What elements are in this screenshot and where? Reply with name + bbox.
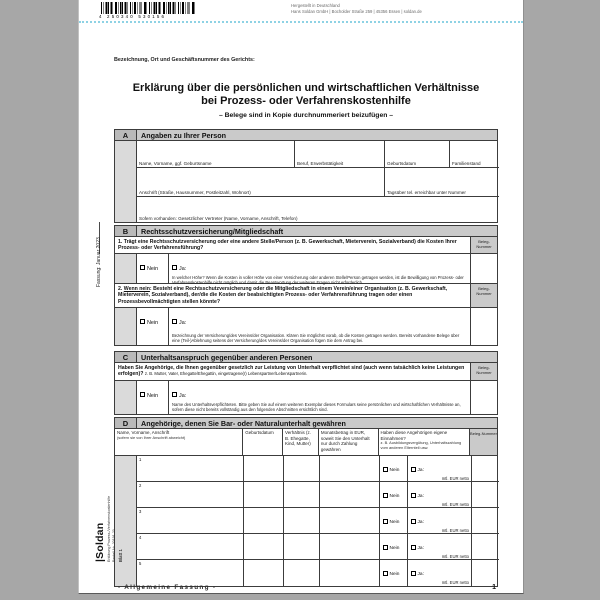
row1-nein-cell: Nein [380,456,408,481]
row2-nein-checkbox[interactable] [383,493,388,498]
row3-ja-checkbox[interactable] [411,519,416,524]
question-b1-text: 1. Trägt eine Rechtsschutzversicherung oder eine andere Stelle/Person (z. B. Gewerkschaft, Mieterverein, Sozialverband) die Kosten Ihrer Prozess- oder Verfahrensführung? [118,238,457,252]
question-c-row [115,363,497,381]
section-d [114,417,498,587]
row4-monatsbetrag-cell[interactable] [320,534,380,559]
c-beleg-cell[interactable] [470,381,497,414]
row5-geburtsdatum-cell[interactable] [244,560,284,586]
row1-nein-checkbox[interactable] [383,467,388,472]
row2-ja-option: Ja: [411,484,470,502]
form-page [78,0,524,594]
section-b-left-strip [115,254,137,283]
section-a-header [115,130,497,141]
row5-name-cell[interactable]: 5 [137,560,244,586]
row2-nein-cell: Nein [380,482,408,507]
soldan-logo: |Soldan [94,522,106,562]
b1-nein-label: Nein [147,265,159,272]
product-info [107,496,124,562]
b2-ja-checkbox[interactable] [172,319,177,324]
section-c-left-strip [115,381,137,414]
c-ja-cell [169,381,470,414]
row2-name-cell[interactable]: 2 [137,482,244,507]
row1-ja-option: Ja: [411,458,470,476]
dependent-row-5 [137,560,499,586]
title-line-2: bei Prozess- oder Verfahrenskostenhilfe [201,95,411,108]
section-d-letter: D [115,418,137,428]
section-b-letter: B [115,226,137,236]
b1-beleg-cell[interactable] [470,254,497,283]
printer-info [291,3,422,16]
dependent-row-4 [137,534,499,560]
page-number: 1 [492,584,496,591]
row5-ja-cell [408,560,472,586]
section-a-title: Angaben zu Ihrer Person [141,130,227,140]
row5-nein-cell: Nein [380,560,408,586]
row3-ja-cell [408,508,472,533]
row3-ja-option: Ja: [411,510,470,528]
ean-barcode [101,2,197,14]
row3-geburtsdatum-cell[interactable] [244,508,284,533]
row3-monatsbetrag-cell[interactable] [320,508,380,533]
section-c [114,351,498,415]
b1-ja-checkbox[interactable] [172,265,177,270]
row5-eur-label: mtl. EUR netto [441,580,469,585]
row3-name-cell[interactable]: 3 [137,508,244,533]
c-nein-checkbox[interactable] [140,392,145,397]
answer-b1-row [115,254,497,284]
row2-geburtsdatum-cell[interactable] [244,482,284,507]
section-a [114,129,498,223]
d-col-einnahmen-header: Haben diese Angehörigen eigene Einnahmen? z. B. Ausbildungsvergütung, Unterhaltszahlung vom anderen Elternteil usw. [379,429,470,455]
row5-verhaeltnis-cell[interactable] [284,560,320,586]
b2-nein-checkbox[interactable] [140,319,145,324]
row4-ja-checkbox[interactable] [411,545,416,550]
section-c-title: Unterhaltsanspruch gegenüber anderen Personen [141,352,313,362]
product-name: Erklärung Prozess-/Verfahrenskostenhilfe [107,495,111,562]
b2-ja-label: Ja: [179,319,187,326]
vertreter-field[interactable]: Sofern vorhanden: Gesetzlicher Vertreter (Name, Vorname, Anschrift, Telefon) [139,215,298,221]
row4-name-cell[interactable]: 4 [137,534,244,559]
person-row-3 [137,197,499,222]
row3-nein-checkbox[interactable] [383,519,388,524]
perforation-line [79,21,523,23]
row2-beleg-cell[interactable] [472,482,499,507]
dependent-row-1 [137,456,499,482]
question-c-text: Haben Sie Angehörige, die Ihnen gegenüber gesetzlich zur Leistung von Unterhalt verpflichtet sind (auch wenn tatsächlich keine Leistungen erfolgen)? z. B. Mutter, Vater, Ehegatte/Ehegattin, eingetragene(r) Lebenspartner/Lebenspartnerin. [118,364,465,378]
name-field[interactable]: Name, Vorname, ggf. Geburtsname [137,141,295,167]
court-field-label: Bezeichnung, Ort und Geschäftsnummer des Gerichts: [114,57,255,63]
b2-note: Bezeichnung der Versicherung/des Vereins/der Organisation. Klären Sie möglichst vorab, ob die Kosten getragen werden. Bereits vorhandene Belege über eine (Teil-)Ablehnung seitens der Versicherung/des Vereins/der Organisation fügen Sie dem Antrag bei. [172,332,460,344]
b1-ja-label: Ja: [179,265,187,272]
b2-nein-label: Nein [147,319,159,326]
b1-ja-cell [169,254,470,283]
row5-ja-option: Ja: [411,562,470,580]
row1-eur-label: mtl. EUR netto [441,476,469,481]
section-a-letter: A [115,130,137,140]
row5-beleg-cell[interactable] [472,560,499,586]
row1-geburtsdatum-cell[interactable] [244,456,284,481]
row5-nein-checkbox[interactable] [383,571,388,576]
telefon-field[interactable]: Tagsüber tel. erreichbar unter Nummer [387,189,466,195]
d-column-headers [115,429,497,456]
row4-ja-option: Ja: [411,536,470,554]
c-ja-option [172,384,467,402]
row2-monatsbetrag-cell[interactable] [320,482,380,507]
version-note: Fassung: Januar 2023 [96,237,102,287]
row2-eur-label: mtl. EUR netto [441,502,469,507]
section-b [114,225,498,346]
c-ja-label: Ja: [179,392,187,399]
b2-ja-cell [169,308,470,345]
row2-ja-checkbox[interactable] [411,493,416,498]
dependent-row-2 [137,482,499,508]
d-col-name-header: Name, Vorname, Anschrift (sofern sie von Ihrer Anschrift abweicht) [115,429,243,455]
row4-beleg-cell[interactable] [472,534,499,559]
c-nein-cell [137,381,169,414]
row4-eur-label: mtl. EUR netto [441,554,469,559]
form-title [114,82,498,119]
b2-ja-option [172,311,467,329]
section-d-title: Angehörige, denen Sie Bar- oder Naturalunterhalt gewähren [141,418,346,428]
section-c-header [115,352,497,363]
d-col-monatsbetrag-header: Monatsbetrag in EUR, soweit Sie den Unterhalt nur durch Zahlung gewähren [319,429,379,455]
answer-b2-row [115,308,497,345]
row1-verhaeltnis-cell[interactable] [284,456,320,481]
row1-ja-cell [408,456,472,481]
row2-verhaeltnis-cell[interactable] [284,482,320,507]
geburtsdatum-field[interactable]: Geburtsdatum [385,141,450,167]
row4-verhaeltnis-cell[interactable] [284,534,320,559]
sheet-number: Blatt 1 [117,549,123,562]
row5-monatsbetrag-cell[interactable] [320,560,380,586]
order-number: Bestell-Nr. 20191-23 [112,529,117,562]
beleg-header-b1: Beleg-Nummer [470,237,497,253]
b1-nein-cell [137,254,169,283]
row4-nein-cell: Nein [380,534,408,559]
beleg-header-d: Beleg-Nummer [470,429,497,455]
section-c-letter: C [115,352,137,362]
dependent-row-3 [137,508,499,534]
row3-verhaeltnis-cell[interactable] [284,508,320,533]
question-b1-row [115,237,497,254]
section-b-header [115,226,497,237]
row1-ja-checkbox[interactable] [411,467,416,472]
b1-nein-checkbox[interactable] [140,265,145,270]
made-in-label: Hergestellt in Deutschland [291,3,340,8]
c-nein-label: Nein [147,392,159,399]
person-row-1 [137,141,499,168]
b2-underlined-phrase: Wenn nein [123,285,150,292]
c-ja-checkbox[interactable] [172,392,177,397]
b1-ja-option [172,257,467,275]
manufacturer-label: Hans Soldan GmbH | Bocholder Straße 259 | 45356 Essen | soldan.de [291,9,422,15]
row1-name-cell[interactable]: 1 [137,456,244,481]
b2-beleg-cell[interactable] [470,308,497,345]
person-row-2 [137,168,499,197]
answer-c-row [115,381,497,414]
title-subtitle: – Belege sind in Kopie durchnummeriert beizufügen – [218,111,394,119]
section-d-header [115,418,497,429]
b1-note: In welcher Höhe? Wenn die Kosten in voller Höhe von einer Versicherung oder anderen Stelle/Person getragen werden, ist die Bewilligung von Prozess- oder Verfahrenskostenhilfe nicht möglich und damit die Beantwortung der weiteren Fragen nicht erforderlich. [172,274,464,285]
section-b-title: Rechtsschutzversicherung/Mitgliedschaft [141,226,284,236]
b2-nein-cell [137,308,169,345]
d-col-geburtsdatum-header: Geburtsdatum [243,429,283,455]
title-line-1: Erklärung über die persönlichen und wirtschaftlichen Verhältnisse [132,82,480,94]
beleg-header-c: Beleg-Nummer [470,363,497,380]
row3-eur-label: mtl. EUR netto [441,528,469,533]
question-c-examples: z. B. Mutter, Vater, Ehegatte/Ehegattin, eingetragene(r) Lebenspartner/Lebenspartnerin. [144,371,308,377]
section-b-left-strip-2 [115,308,137,345]
beleg-header-b2: Beleg-Nummer [470,284,497,307]
c-note: Name des Unterhaltsverpflichteten. Bitte geben Sie auf einem weiteren Exemplar dieses Formulars seine persönlichen und wirtschaftlichen Verhältnisse an, sofern diese nicht bereits vollständig aus den folgenden Abschnitten ersichtlich sind. [172,401,461,413]
row5-ja-checkbox[interactable] [411,571,416,576]
d-col-verhaeltnis-header: Verhältnis (z. B. Ehegatte, Kind, Mutter) [283,429,319,455]
row4-ja-cell [408,534,472,559]
row3-beleg-cell[interactable] [472,508,499,533]
section-a-left-strip [115,141,137,222]
row4-geburtsdatum-cell[interactable] [244,534,284,559]
question-b2-row [115,284,497,308]
row1-monatsbetrag-cell[interactable] [320,456,380,481]
row4-nein-checkbox[interactable] [383,545,388,550]
row2-ja-cell [408,482,472,507]
question-b2-text: 2. Wenn nein: Besteht eine Rechtsschutzversicherung oder die Mitgliedschaft in einem Verein/einer Organisation (z. B. Gewerkschaft, Mieterverein, Sozialverband), der/die die Kosten der beabsichtigten Prozess- oder Verfahrensführung tragen oder einen Prozessbevollmächtigten stellen könnte? [118,285,448,305]
beruf-field[interactable]: Beruf, Erwerbstätigkeit [295,141,385,167]
edition-label: - Allgemeine Fassung - [118,584,217,591]
familienstand-field[interactable]: Familienstand [452,160,481,166]
barcode-number: 4 250340 530156 [99,13,167,19]
row3-nein-cell: Nein [380,508,408,533]
row1-beleg-cell[interactable] [472,456,499,481]
anschrift-field[interactable]: Anschrift (Straße, Hausnummer, Postleitzahl, Wohnort) [137,168,385,196]
